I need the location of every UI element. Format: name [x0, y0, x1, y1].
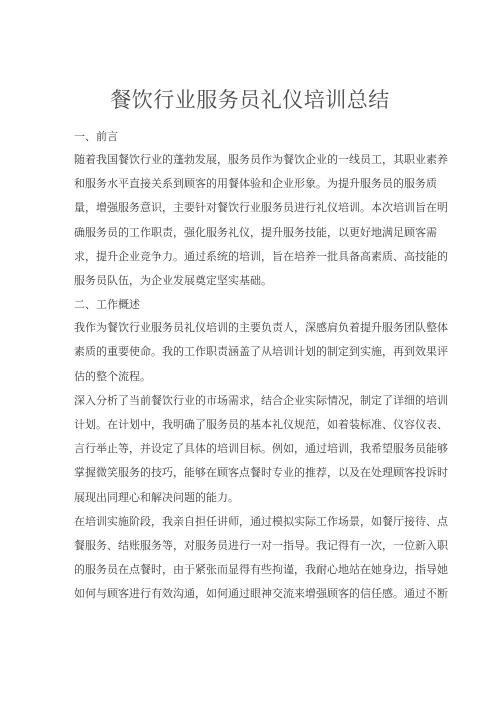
- text-line: 言行举止等，并设定了具体的培训目标。例如，通过培训，我希望服务员能够: [74, 442, 448, 456]
- section-heading-overview: 二、工作概述: [74, 298, 140, 312]
- text-line: 的服务员在点餐时，由于紧张而显得有些拘谨，我耐心地站在她身边，指导她: [74, 563, 448, 577]
- text-line: 餐服务、结账服务等，对服务员进行一对一指导。我记得有一次，一位新入职: [74, 539, 448, 553]
- text-line: 确服务员的工作职责，强化服务礼仪，提升服务技能，以更好地满足顾客需: [74, 225, 437, 239]
- text-line: 求，提升企业竞争力。通过系统的培训，旨在培养一批具备高素质、高技能的: [74, 249, 448, 263]
- text-line: 素质的重要使命。我的工作职责涵盖了从培训计划的制定到实施，再到效果评: [74, 345, 448, 359]
- text-line: 服务员队伍，为企业发展奠定坚实基础。: [74, 274, 272, 288]
- paragraph-plan: [74, 389, 448, 510]
- text-line: 我作为餐饮行业服务员礼仪培训的主要负责人，深感肩负着提升服务团队整体: [74, 321, 448, 335]
- section-heading-intro: 一、前言: [74, 130, 118, 143]
- text-line: 掌握微笑服务的技巧，能够在顾客点餐时专业的推荐，以及在处理顾客投诉时: [74, 466, 448, 480]
- text-line: 展现出同理心和解决问题的能力。: [74, 490, 239, 504]
- text-line: 和服务水平直接关系到顾客的用餐体验和企业形象。为提升服务员的服务质: [74, 177, 437, 191]
- text-line: 计划。在计划中，我明确了服务员的基本礼仪规范，如着装标准、仪容仪表、: [74, 418, 448, 432]
- text-line: 如何与顾客进行有效沟通，如何通过眼神交流来增强顾客的信任感。通过不断: [74, 587, 448, 601]
- text-line: 随着我国餐饮行业的蓬勃发展，服务员作为餐饮企业的一线员工，其职业素养: [74, 153, 448, 166]
- document-title: 餐饮行业服务员礼仪培训总结: [110, 88, 390, 112]
- document-body: [74, 125, 448, 607]
- text-line: 深入分析了当前餐饮行业的市场需求，结合企业实际情况，制定了详细的培训: [74, 393, 448, 407]
- text-line: 量，增强服务意识，主要针对餐饮行业服务员进行礼仪培训。本次培训旨在明: [74, 201, 448, 215]
- paragraph-implementation: [74, 510, 448, 607]
- paragraph-responsibility: [74, 316, 448, 389]
- text-line: 估的整个流程。: [74, 369, 151, 383]
- paragraph-intro: [74, 148, 448, 293]
- text-line: 在培训实施阶段，我亲自担任讲师，通过模拟实际工作场景，如餐厅接待、点: [74, 514, 448, 528]
